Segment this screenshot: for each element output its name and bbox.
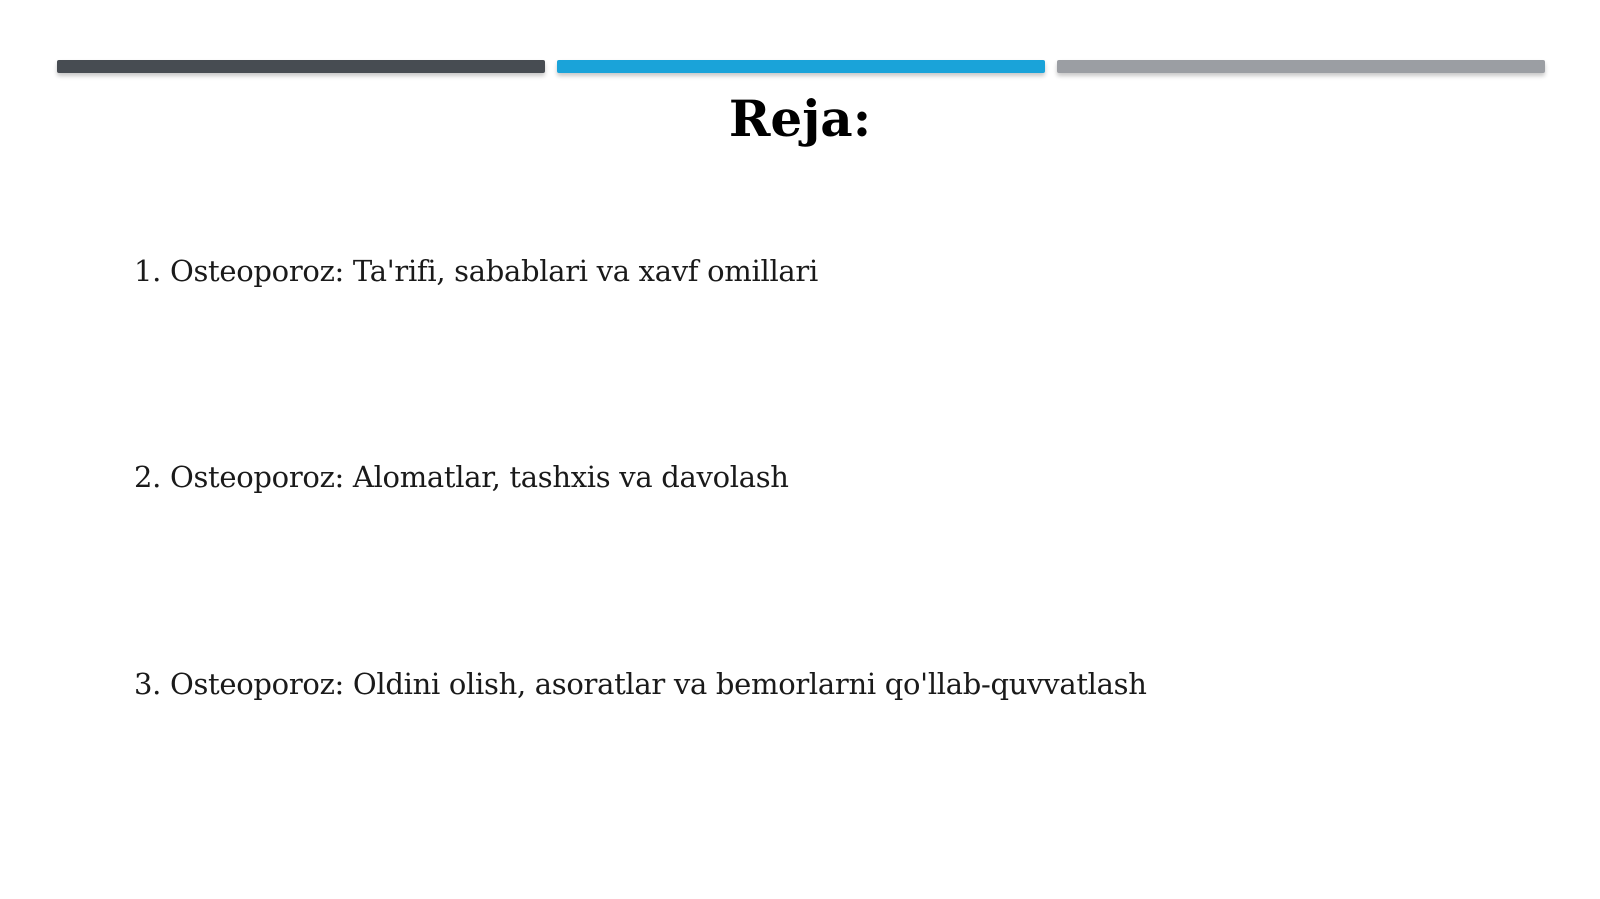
agenda-item-3: 3. Osteoporoz: Oldini olish, asoratlar va bemorlarni qo'llab-quvvatlash	[134, 667, 1147, 701]
slide-title: Reja:	[728, 89, 872, 148]
accent-bar-blue	[557, 60, 1045, 73]
accent-bar-dark	[57, 60, 545, 73]
agenda-item-2: 2. Osteoporoz: Alomatlar, tashxis va davolash	[134, 460, 789, 494]
accent-bar-gray	[1057, 60, 1545, 73]
agenda-item-1: 1. Osteoporoz: Ta'rifi, sabablari va xavf omillari	[134, 254, 818, 288]
